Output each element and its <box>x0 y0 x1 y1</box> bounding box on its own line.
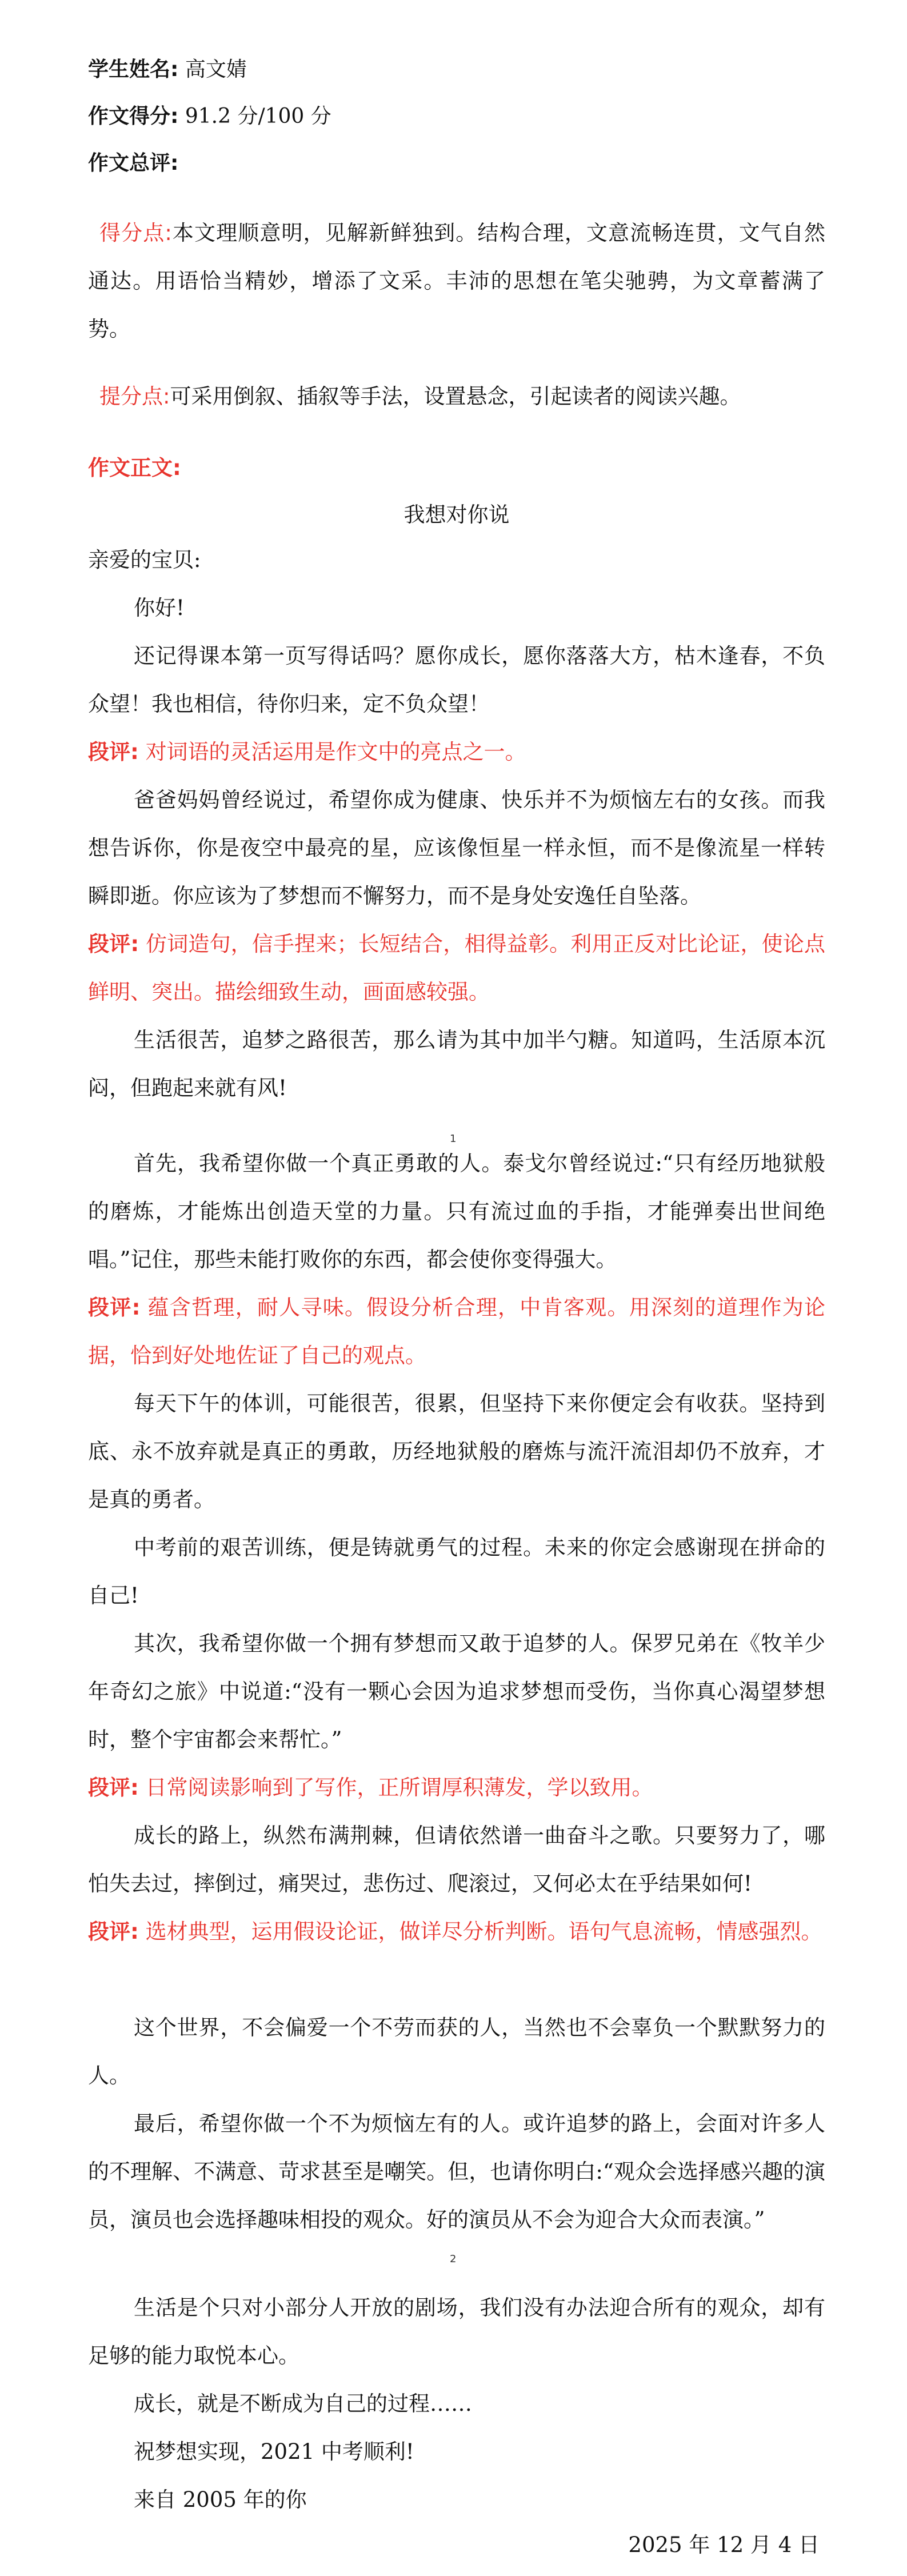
salutation: 亲爱的宝贝: <box>88 548 201 572</box>
essay-paragraph: 来自 2005 年的你 <box>134 2487 307 2512</box>
improve-label: 提分点: <box>99 384 170 409</box>
paragraph-remark <box>88 1908 825 1956</box>
paragraph-remark <box>88 1284 825 1380</box>
essay-paragraph: 这个世界，不会偏爱一个不劳而获的人，当然也不会辜负一个默默努力的人。 <box>88 2015 825 2088</box>
essay-paragraph: 成长的路上，纵然布满荆棘，但请依然谱一曲奋斗之歌。只要努力了，哪怕失去过，摔倒过，痛哭过，悲伤过、爬滚过，又何必太在乎结果如何! <box>88 1823 825 1896</box>
score-value: 91.2 分/100 分 <box>185 105 331 128</box>
essay-paragraph: 首先，我希望你做一个真正勇敢的人。泰戈尔曾经说过:“只有经历地狱般的磨炼，才能炼出创造天堂的力量。只有流过血的手指，才能弹奏出世间绝唱。”记住，那些未能打败你的东西，都会使你变得强大。 <box>88 1151 825 1272</box>
paragraph-remark <box>88 920 825 1016</box>
page-number: 2 <box>450 2253 457 2265</box>
merit-label: 得分点: <box>99 221 172 245</box>
essay-paragraph: 祝梦想实现，2021 中考顺利! <box>134 2439 414 2464</box>
remark-text: 蕴含哲理，耐人寻味。假设分析合理，中肯客观。用深刻的道理作为论据，恰到好处地佐证了自己的观点。 <box>88 1295 826 1368</box>
remark-label: 段评: <box>88 740 139 764</box>
remark-label: 段评: <box>88 1775 139 1800</box>
page-number: 1 <box>450 1133 457 1145</box>
essay-paragraph: 生活是个只对小部分人开放的剧场，我们没有办法迎合所有的观众，却有足够的能力取悦本心。 <box>88 2295 825 2368</box>
remark-label: 段评: <box>88 1295 141 1320</box>
remark-text: 日常阅读影响到了写作，正所谓厚积薄发，学以致用。 <box>145 1775 653 1800</box>
essay-paragraph: 中考前的艰苦训练，便是铸就勇气的过程。未来的你定会感谢现在拼命的自己! <box>88 1535 825 1608</box>
improve-text: 可采用倒叙、插叙等手法，设置悬念，引起读者的阅读兴趣。 <box>170 384 741 409</box>
paragraph-remark <box>88 728 825 776</box>
essay-paragraph: 还记得课本第一页写得话吗？愿你成长，愿你落落大方，枯木逢春，不负众望！我也相信，待你归来，定不负众望！ <box>88 644 825 716</box>
greeting: 你好! <box>134 596 185 620</box>
essay-paragraph: 生活很苦，追梦之路很苦，那么请为其中加半勺糖。知道吗，生活原本沉闷，但跑起来就有风! <box>88 1028 825 1100</box>
paragraph-remark <box>88 1764 825 1812</box>
essay-paragraph: 其次，我希望你做一个拥有梦想而又敢于追梦的人。保罗兄弟在《牧羊少年奇幻之旅》中说道:“没有一颗心会因为追求梦想而受伤，当你真心渴望梦想时，整个宇宙都会来帮忙。” <box>88 1631 825 1752</box>
essay-paragraph: 爸爸妈妈曾经说过，希望你成为健康、快乐并不为烦恼左右的女孩。而我想告诉你，你是夜空中最亮的星，应该像恒星一样永恒，而不是像流星一样转瞬即逝。你应该为了梦想而不懈努力，而不是身处安逸任自坠落。 <box>88 788 825 908</box>
improve-comment <box>88 373 825 421</box>
student-name-label: 学生姓名: <box>88 58 179 81</box>
remark-text: 对词语的灵活运用是作文中的亮点之一。 <box>145 740 526 764</box>
review-line <box>88 150 178 177</box>
score-label: 作文得分: <box>88 105 179 128</box>
review-label: 作文总评: <box>88 151 179 175</box>
essay-paragraph: 最后，希望你做一个不为烦恼左有的人。或许追梦的路上，会面对许多人的不理解、不满意、苛求甚至是嘲笑。但，也请你明白:“观众会选择感兴趣的演员，演员也会选择趣味相投的观众。好的演员从不会为迎合大众而表演。” <box>88 2111 825 2232</box>
remark-text: 选材典型，运用假设论证，做详尽分析判断。语句气息流畅，情感强烈。 <box>145 1919 822 1944</box>
student-name-line <box>88 56 247 83</box>
remark-text: 仿词造句，信手捏来；长短结合，相得益彰。利用正反对比论证，使论点鲜明、突出。描绘细致生动，画面感较强。 <box>88 932 826 1004</box>
merit-comment <box>88 209 825 353</box>
signature-date: 2025 年 12 月 4 日 <box>628 2533 820 2557</box>
essay-paragraph: 成长，就是不断成为自己的过程…… <box>134 2391 472 2416</box>
student-name: 高文婧 <box>185 58 247 81</box>
remark-label: 段评: <box>88 1919 139 1944</box>
essay-paragraph: 每天下午的体训，可能很苦，很累，但坚持下来你便定会有收获。坚持到底、永不放弃就是真正的勇敢，历经地狱般的磨炼与流汗流泪却仍不放弃，才是真的勇者。 <box>88 1391 825 1512</box>
essay-section-label: 作文正文: <box>88 456 181 480</box>
remark-label: 段评: <box>88 932 139 956</box>
merit-text: 本文理顺意明，见解新鲜独到。结构合理，文意流畅连贯，文气自然通达。用语恰当精妙，增添了文采。丰沛的思想在笔尖驰骋，为文章蓄满了势。 <box>88 221 826 341</box>
score-line <box>88 103 331 130</box>
essay-title: 我想对你说 <box>403 502 510 527</box>
